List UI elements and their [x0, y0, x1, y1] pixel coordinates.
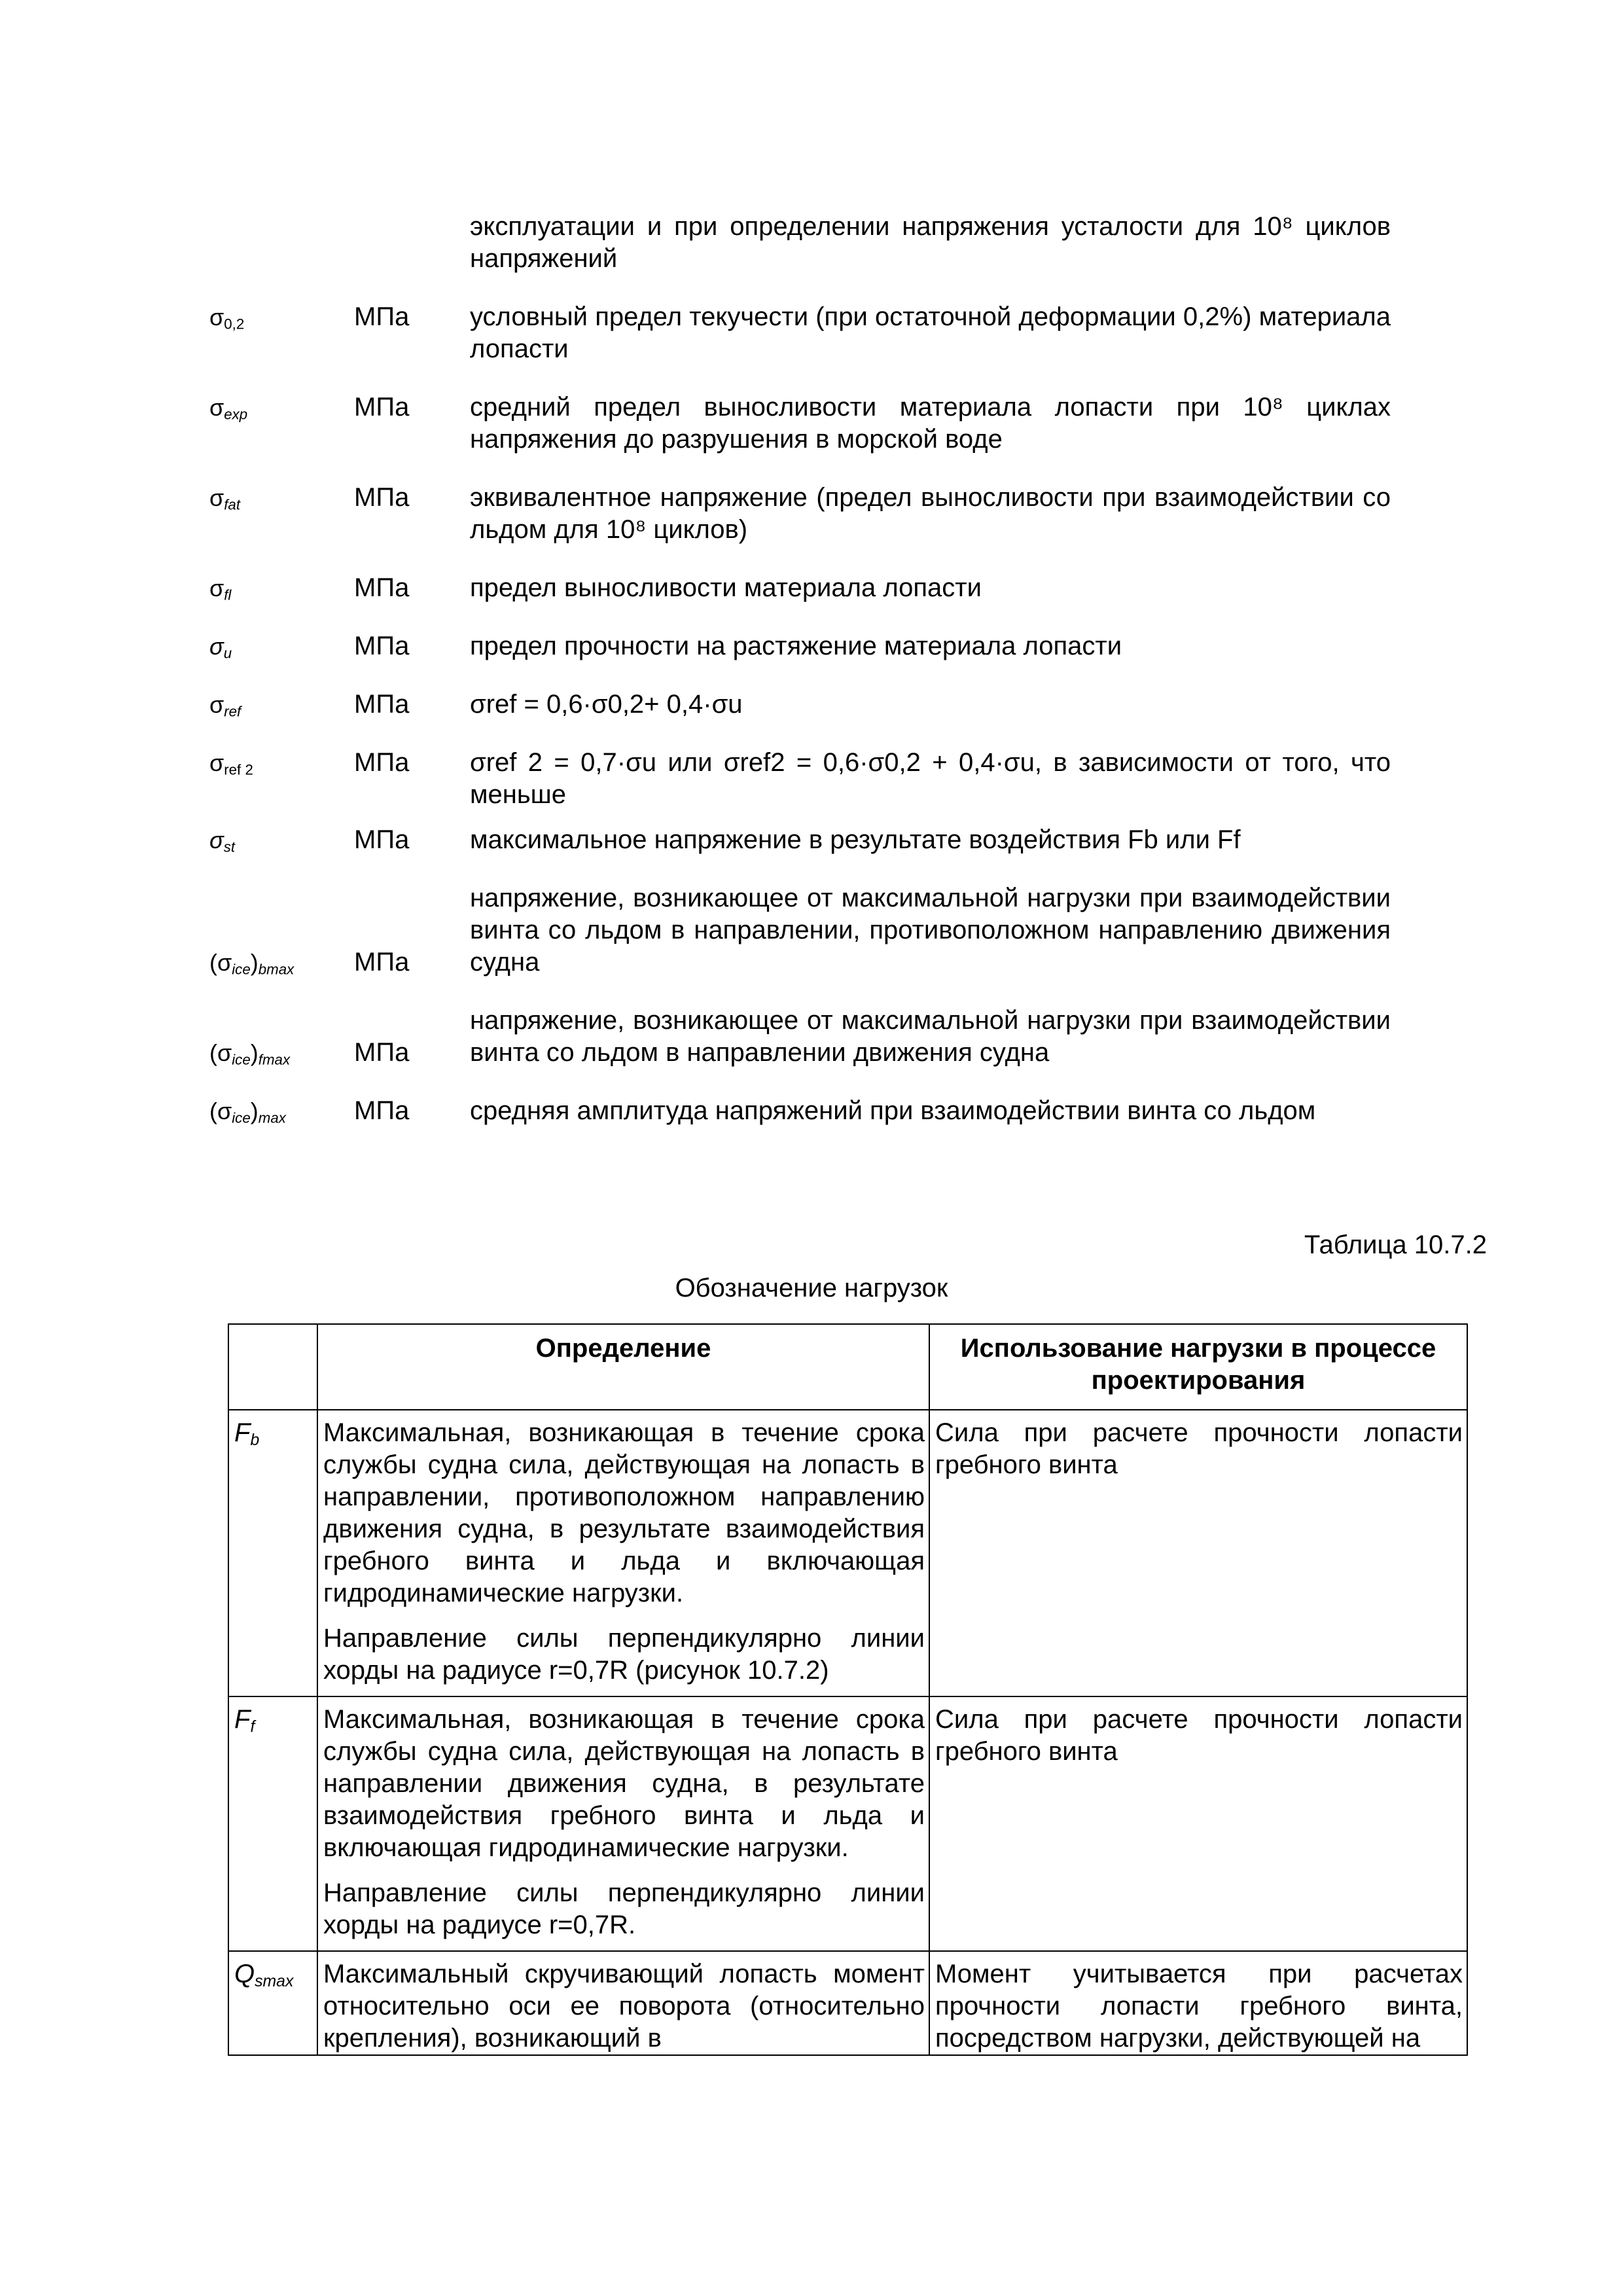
header-symbol	[228, 1324, 317, 1410]
definition-row	[209, 824, 1391, 856]
definition-unit: МПа	[354, 948, 410, 977]
row-usage: Сила при расчете прочности лопасти гребного винта	[929, 1410, 1467, 1696]
definition-paragraph: Направление силы перпендикулярно линии хорды на радиусе r=0,7R.	[323, 1878, 925, 1939]
definition-symbol: $\sigma_{fl}$	[209, 575, 232, 603]
definition-row	[209, 689, 1391, 721]
definition-unit: МПа	[354, 748, 410, 777]
definition-text: средняя амплитуда напряжений при взаимодействии винта со льдом	[470, 1096, 1316, 1125]
definition-row	[209, 630, 1391, 662]
definition-row	[209, 301, 1391, 365]
definition-row	[209, 1005, 1391, 1069]
row-usage: Момент учитывается при расчетах прочности лопасти гребного винта, посредством нагрузки, действующей на	[929, 1951, 1467, 2055]
definition-text: условный предел текучести (при остаточной деформации 0,2%) материала лопасти	[470, 302, 1391, 363]
definition-paragraph: Направление силы перпендикулярно линии хорды на радиусе r=0,7R (рисунок 10.7.2)	[323, 1624, 925, 1685]
header-definition: Определение	[317, 1324, 929, 1410]
definition-text-content: эксплуатации и при определении напряжения усталости для 10⁸ циклов напряжений	[470, 212, 1391, 273]
definition-unit: МПа	[354, 573, 410, 602]
definition-row	[209, 882, 1391, 978]
definition-row	[209, 1095, 1391, 1127]
definition-row	[209, 482, 1391, 546]
table-caption: Таблица 10.7.2	[1304, 1230, 1487, 1259]
definition-paragraph: Максимальная, возникающая в течение срока службы судна сила, действующая на лопасть в направлении, противоположном направлению движения судна, в результате взаимодействия гребного винта и льда и включающая гидродинамические нагрузки.	[323, 1418, 925, 1607]
row-definition	[317, 1696, 929, 1951]
definition-text: средний предел выносливости материала лопасти при 10⁸ циклах напряжения до разрушения в морской воде	[470, 393, 1391, 454]
definition-symbol: $\sigma_u$	[209, 633, 232, 662]
definition-paragraph: Максимальная, возникающая в течение срока службы судна сила, действующая на лопасть в направлении движения судна, в результате взаимодействия гребного винта и льда и включающая гидродинамические нагрузки.	[323, 1705, 925, 1862]
table-row	[228, 1951, 1467, 2055]
definition-row	[209, 391, 1391, 456]
definition-text	[470, 211, 1391, 275]
definition-text: эквивалентное напряжение (предел выносливости при взаимодействии со льдом для 10⁸ циклов)	[470, 483, 1391, 544]
definition-symbol: $(\sigma_{ice})_{max}$	[209, 1098, 286, 1126]
definition-row	[209, 572, 1391, 604]
definition-unit: МПа	[354, 1096, 410, 1125]
definition-text: напряжение, возникающее от максимальной нагрузки при взаимодействии винта со льдом в направлении движения судна	[470, 1006, 1391, 1067]
definition-symbol: $\sigma_{exp}$	[209, 394, 248, 423]
table-header-row	[228, 1324, 1467, 1410]
definition-text: σref = 0,6·σ0,2+ 0,4·σu	[470, 690, 743, 719]
row-definition	[317, 1410, 929, 1696]
definition-unit: МПа	[354, 483, 410, 512]
definition-unit: МПа	[354, 825, 410, 854]
definition-text: предел прочности на растяжение материала лопасти	[470, 632, 1122, 660]
row-symbol: $Q_{smax}$	[228, 1951, 317, 2055]
definition-symbol: $(\sigma_{ice})_{fmax}$	[209, 1039, 291, 1068]
table-row	[228, 1410, 1467, 1696]
definition-symbol: $\sigma_{0,2}$	[209, 304, 245, 332]
definition-text: σref 2 = 0,7·σu или σref2 = 0,6·σ0,2 + 0,4·σu, в зависимости от того, что меньше	[470, 748, 1391, 809]
table-row	[228, 1696, 1467, 1951]
definition-unit: МПа	[354, 393, 410, 422]
definition-paragraph: Максимальный скручивающий лопасть момент относительно оси ее поворота (относительно крепления), возникающий в	[323, 1960, 925, 2053]
definition-unit: МПа	[354, 690, 410, 719]
row-symbol: $F_f$	[228, 1696, 317, 1951]
definition-row	[209, 211, 1391, 275]
definition-symbol: $\sigma_{st}$	[209, 827, 236, 855]
definition-symbol: $\sigma_{ref}$	[209, 691, 241, 720]
definition-symbol: $\sigma_{fat}$	[209, 484, 241, 513]
definition-symbol: $(\sigma_{ice})_{bmax}$	[209, 949, 294, 978]
loads-table	[228, 1323, 1468, 2056]
definition-text: предел выносливости материала лопасти	[470, 573, 982, 602]
definition-text: максимальное напряжение в результате воздействия Fb или Ff	[470, 825, 1241, 854]
definition-unit: МПа	[354, 302, 410, 331]
header-usage: Использование нагрузки в процессе проектирования	[929, 1324, 1467, 1410]
definition-text: напряжение, возникающее от максимальной нагрузки при взаимодействии винта со льдом в направлении, противоположном направлению движения судна	[470, 884, 1391, 977]
definition-row	[209, 747, 1391, 811]
row-symbol: $F_b$	[228, 1410, 317, 1696]
row-definition	[317, 1951, 929, 2055]
table-title: Обозначение нагрузок	[675, 1274, 948, 1302]
definition-symbol: $\sigma_{ref 2}$	[209, 749, 253, 778]
symbol-definitions	[209, 211, 1391, 1153]
definition-unit: МПа	[354, 632, 410, 660]
definition-unit: МПа	[354, 1038, 410, 1067]
row-usage: Сила при расчете прочности лопасти гребного винта	[929, 1696, 1467, 1951]
